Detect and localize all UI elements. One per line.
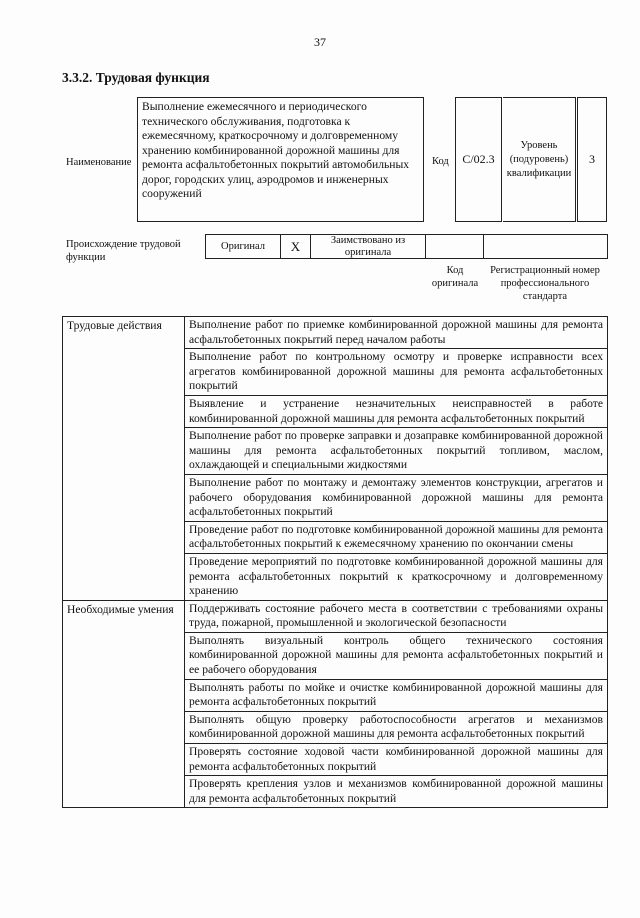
category-cell: Необходимые умения — [63, 600, 185, 808]
code-label: Код — [432, 156, 449, 167]
qualification-level-label: Уровень (подуровень) квалификации — [503, 97, 576, 222]
origin-mark-cell: X — [281, 235, 311, 258]
skill-cell: Проверять состояние ходовой части комбинированной дорожной машины для ремонта асфальтобетонных покрытий — [185, 744, 608, 776]
functions-table — [62, 316, 608, 808]
action-cell: Выполнение работ по приемке комбинированной дорожной машины для ремонта асфальтобетонных покрытий перед началом работы — [185, 317, 608, 349]
action-cell: Выполнение работ по проверке заправки и дозаправке комбинированной дорожной машины для ремонта асфальтобетонных покрытий топливом, маслом, охлаждающей и специальными жидкостями — [185, 428, 608, 475]
action-cell: Выполнение работ по контрольному осмотру и проверке исправности всех агрегатов комбинированной дорожной машины для ремонта асфальтобетонных покрытий — [185, 349, 608, 396]
origin-label: Происхождение трудовой функции — [66, 239, 181, 263]
skill-cell: Выполнять общую проверку работоспособности агрегатов и механизмов комбинированной дорожной машины для ремонта асфальтобетонных покрытий — [185, 711, 608, 743]
origin-original-cell: Оригинал — [206, 235, 281, 258]
origin-borrowed-cell: Заимствовано из оригинала — [311, 235, 426, 258]
skill-cell: Поддерживать состояние рабочего места в соответствии с требованиями охраны труда, пожарной, промышленной и экологической безопасности — [185, 600, 608, 632]
table-row — [63, 600, 608, 632]
action-cell: Проведение работ по подготовке комбинированной дорожной машины для ремонта асфальтобетонных покрытий к ежемесячному хранению по окончании смены — [185, 521, 608, 553]
qualification-level-value: 3 — [577, 97, 607, 222]
origin-code-cell — [426, 235, 484, 258]
function-name-box: Выполнение ежемесячного и периодического технического обслуживания, подготовка к ежемесячному, краткосрочному и долговременному хранению комбинированной дорожной машины для ремонта асфальтобетонных покрытий автомобильных дорог, городских улиц, аэродромов и инженерных сооружений — [137, 97, 424, 222]
skill-cell: Проверять крепления узлов и механизмов комбинированной дорожной машины для ремонта асфальтобетонных покрытий — [185, 776, 608, 808]
table-row — [63, 317, 608, 349]
origin-row — [205, 234, 608, 259]
skill-cell: Выполнять визуальный контроль общего технического состояния комбинированной дорожной машины для ремонта асфальтобетонных покрытий и ее рабочего оборудования — [185, 632, 608, 679]
naming-label: Наименование — [66, 157, 132, 168]
section-title: 3.3.2. Трудовая функция — [62, 70, 210, 85]
origin-reg-caption: Регистрационный номер профессионального стандарта — [490, 265, 600, 302]
origin-code-caption: Код оригинала — [431, 265, 479, 289]
skill-cell: Выполнять работы по мойке и очистке комбинированной дорожной машины для ремонта асфальтобетонных покрытий — [185, 679, 608, 711]
action-cell: Выполнение работ по монтажу и демонтажу элементов конструкции, агрегатов и рабочего оборудования комбинированной дорожной машины для ремонта асфальтобетонных покрытий — [185, 474, 608, 521]
code-value-box: C/02.3 — [455, 97, 502, 222]
category-cell: Трудовые действия — [63, 317, 185, 601]
action-cell: Выявление и устранение незначительных неисправностей в работе комбинированной дорожной машины для ремонта асфальтобетонных покрытий — [185, 395, 608, 427]
page-number: 37 — [314, 35, 326, 49]
origin-reg-cell — [484, 235, 607, 258]
action-cell: Проведение мероприятий по подготовке комбинированной дорожной машины для ремонта асфальтобетонных покрытий к краткосрочному и долговременному хранению — [185, 553, 608, 600]
